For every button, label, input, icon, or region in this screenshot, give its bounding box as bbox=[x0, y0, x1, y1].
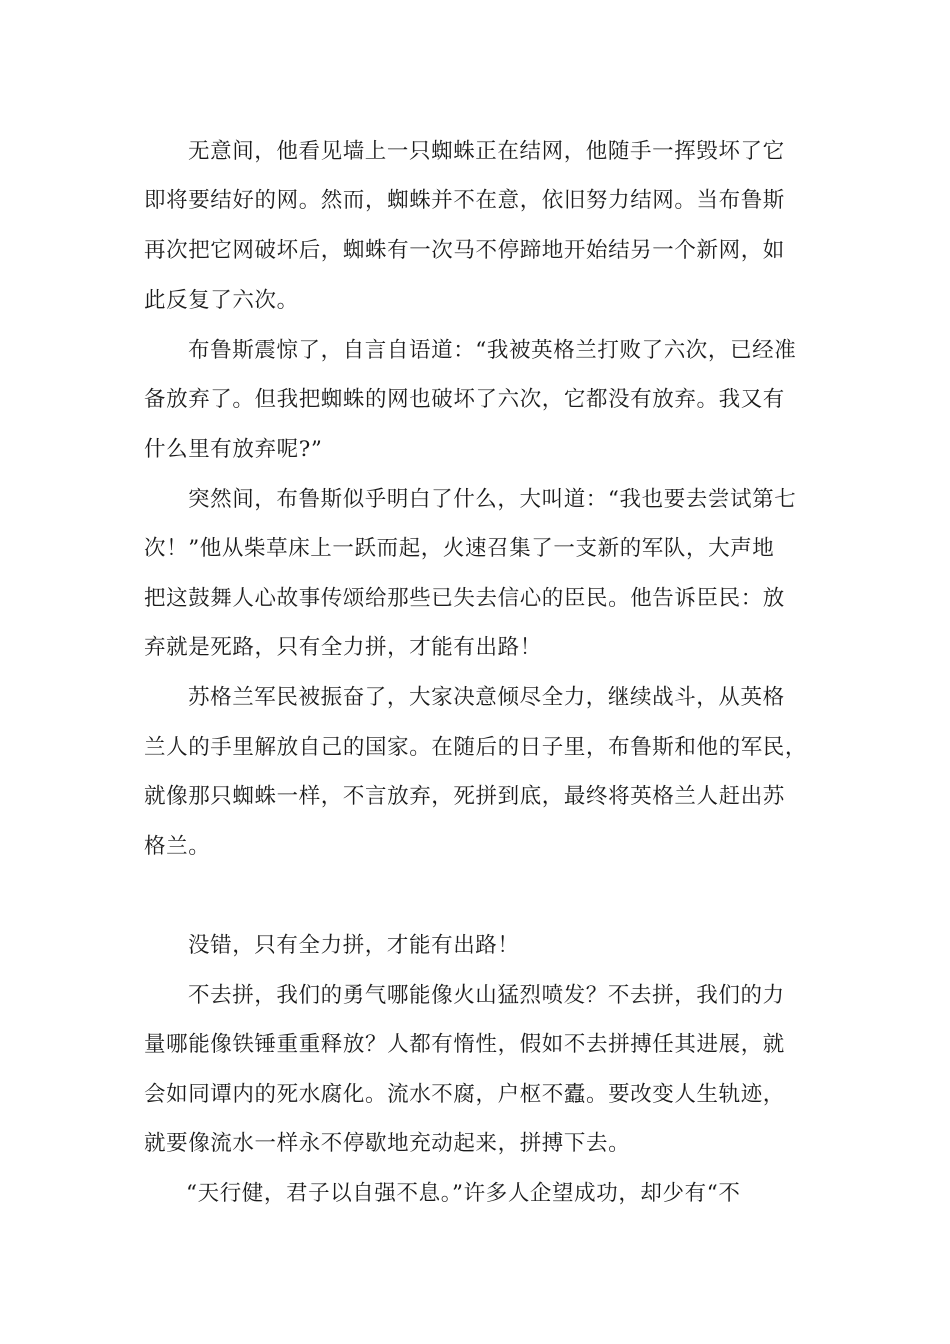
paragraph-6-line-1: 不去拼，我们的勇气哪能像火山猛烈喷发？不去拼，我们的力 bbox=[188, 983, 785, 1008]
paragraph-3-line-2: 次！”他从柴草床上一跃而起，火速召集了一支新的军队，大声地 bbox=[144, 536, 775, 561]
paragraph-3-line-3: 把这鼓舞人心故事传颂给那些已失去信心的臣民。他告诉臣民：放 bbox=[144, 586, 785, 611]
paragraph-3-line-1: 突然间，布鲁斯似乎明白了什么，大叫道：“我也要去尝试第七 bbox=[188, 487, 797, 512]
paragraph-2-line-2: 备放弃了。但我把蜘蛛的网也破坏了六次，它都没有放弃。我又有 bbox=[144, 387, 785, 412]
paragraph-4-line-4: 格兰。 bbox=[144, 834, 211, 859]
paragraph-1-line-1: 无意间，他看见墙上一只蜘蛛正在结网，他随手一挥毁坏了它 bbox=[188, 139, 785, 164]
paragraph-2-line-1: 布鲁斯震惊了，自言自语道：“我被英格兰打败了六次，已经准 bbox=[188, 338, 797, 363]
paragraph-6-line-3: 会如同谭内的死水腐化。流水不腐，户枢不蠹。要改变人生轨迹， bbox=[144, 1082, 785, 1107]
paragraph-1-line-4: 此反复了六次。 bbox=[144, 288, 299, 313]
paragraph-6-line-4: 就要像流水一样永不停歇地充动起来，拼搏下去。 bbox=[144, 1131, 631, 1156]
paragraph-7-line-1: “天行健，君子以自强不息。”许多人企望成功，却少有“不 bbox=[186, 1181, 741, 1206]
paragraph-6-line-2: 量哪能像铁锤重重释放？人都有惰性，假如不去拼搏任其进展，就 bbox=[144, 1032, 785, 1057]
paragraph-3-line-4: 弃就是死路，只有全力拼，才能有出路！ bbox=[144, 635, 542, 660]
paragraph-2-line-3: 什么里有放弃呢?” bbox=[144, 437, 323, 462]
paragraph-5-line-1: 没错，只有全力拼，才能有出路！ bbox=[188, 933, 520, 958]
paragraph-1-line-3: 再次把它网破坏后，蜘蛛有一次马不停蹄地开始结另一个新网，如 bbox=[144, 238, 785, 263]
paragraph-1-line-2: 即将要结好的网。然而，蜘蛛并不在意，依旧努力结网。当布鲁斯 bbox=[144, 188, 785, 213]
paragraph-4-line-1: 苏格兰军民被振奋了，大家决意倾尽全力，继续战斗，从英格 bbox=[188, 685, 785, 710]
paragraph-4-line-3: 就像那只蜘蛛一样，不言放弃，死拼到底，最终将英格兰人赶出苏 bbox=[144, 784, 785, 809]
paragraph-4-line-2: 兰人的手里解放自己的国家。在随后的日子里，布鲁斯和他的军民， bbox=[144, 735, 808, 760]
